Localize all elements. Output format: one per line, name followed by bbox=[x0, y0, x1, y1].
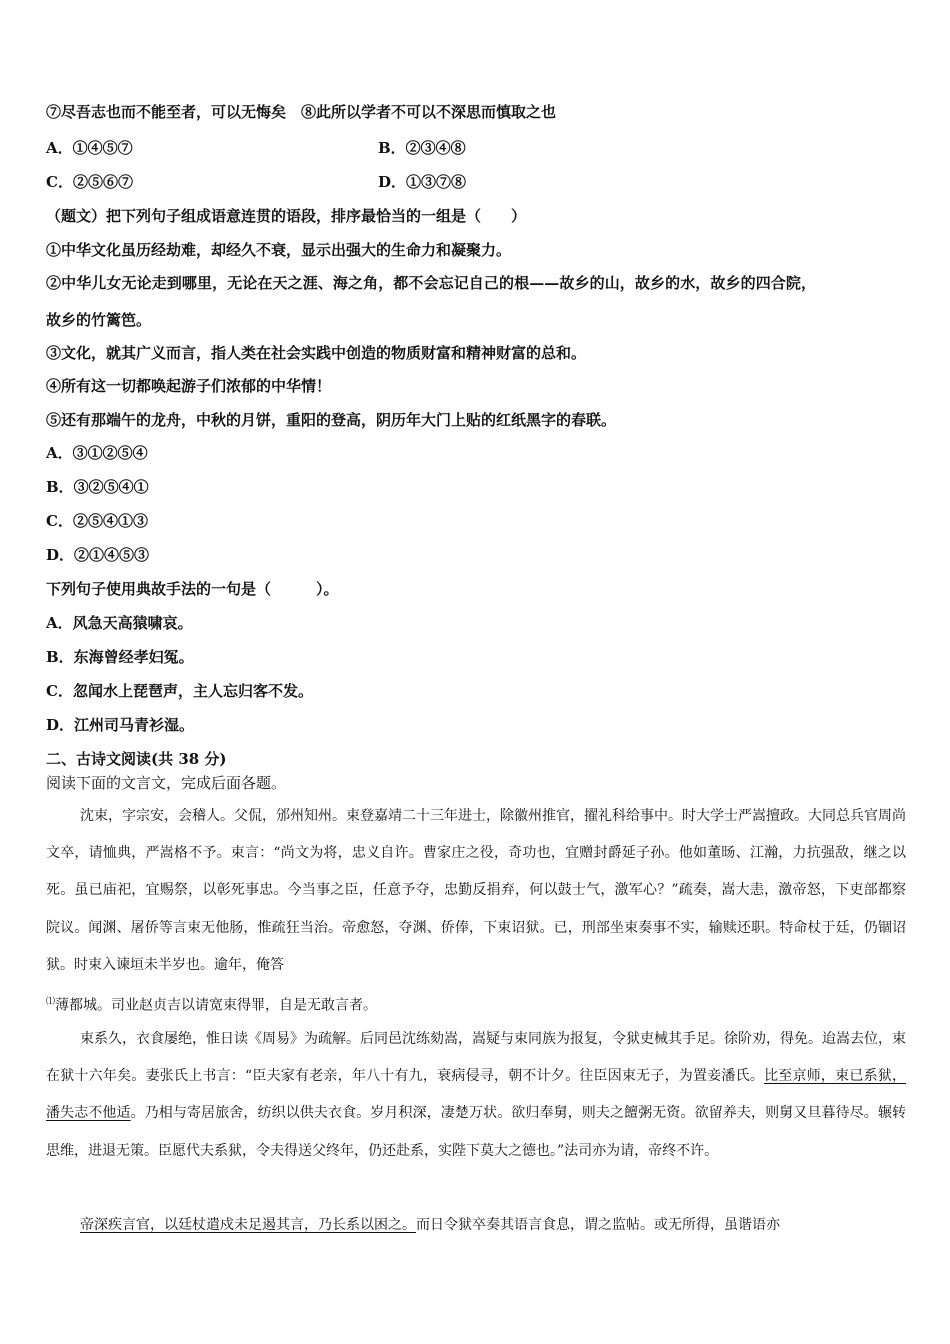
q3-option-b: B．东海曾经孝妇冤。 bbox=[46, 648, 194, 666]
q2-sentence-3: ③文化，就其广义而言，指人类在社会实践中创造的物质财富和精神财富的总和。 bbox=[46, 344, 587, 362]
passage-p1-end: 薄都城。司业赵贞吉以请宽束得罪，自是无敢言者。 bbox=[55, 997, 378, 1014]
passage-p2-text: 束系久，衣食屡绝，惟日读《周易》为疏解。后同邑沈练劾嵩，嵩疑与束同族为报复，令狱吏械其手足。徐阶劝，得免。迨嵩去位，束在狱十六年矣。妻张氏上书言：“臣夫家有老亲，年八十有九，衰病侵寻，朝不计夕。往臣因束无子，为置妾潘氏。 bbox=[46, 1031, 906, 1085]
q1-option-a: A．①④⑤⑦ bbox=[46, 139, 133, 157]
q2-sentence-4: ④所有这一切都唤起游子们浓郁的中华情！ bbox=[46, 377, 332, 395]
q1-option-c: C．②⑤⑥⑦ bbox=[46, 173, 133, 191]
q2-stem: （题文）把下列句子组成语意连贯的语段，排序最恰当的一组是（ ） bbox=[46, 207, 527, 225]
q3-option-a: A．风急天高猿啸哀。 bbox=[46, 614, 193, 632]
underlined-sentence-1: 比至京师，束已系狱，潘失志不他适 bbox=[46, 1068, 907, 1122]
q3-stem: 下列句子使用典故手法的一句是（ ）。 bbox=[46, 580, 339, 598]
passage-p3-rest: 而日令狱卒奏其语言食息，谓之监帖。或无所得，虽谐语亦 bbox=[416, 1217, 780, 1233]
passage-paragraph-2 bbox=[46, 1021, 906, 1170]
q2-option-b: B．③②⑤④① bbox=[46, 478, 149, 496]
passage-p1-text: 沈束，字宗安，会稽人。父侃，邠州知州。束登嘉靖二十三年进士，除徽州推官，擢礼科给事中。时大学士严嵩擅政。大同总兵官周尚文卒，请恤典，严嵩格不予。束言：“尚文为将，忠义自许。曹家庄之役，奇功也，宜赠封爵延子孙。他如董旸、江瀚，力抗强敌，继之以死。虽已庙祀，宜赐祭，以彰死事忠。今当事之臣，任意予夺，忠勤反捐弃，何以鼓士气，激军心？”疏奏，嵩大恚，激帝怒，下吏部都察院议。闻渊、屠侨等言束无他肠，惟疏狂当治。帝愈怒，夺渊、侨俸，下束诏狱。已，刑部坐束奏事不实，输赎还职。特命杖于廷，仍锢诏狱。时束入谏垣未半岁也。逾年，俺答 bbox=[46, 808, 906, 973]
q2-sentence-2-cont: 故乡的竹篱笆。 bbox=[46, 311, 152, 329]
underlined-sentence-2: 帝深疾言官，以廷杖遣戍未足遏其言，乃长系以困之。 bbox=[80, 1217, 416, 1233]
q3-option-d: D．江州司马青衫湿。 bbox=[46, 716, 195, 734]
passage-p2-rest: 。乃相与寄居旅舍，纺织以供夫衣食。岁月积深，凄楚万状。欲归奉舅，则夫之饘粥无资。欲留养夫，则舅又旦暮待尽。辗转思维，进退无策。臣愿代夫系狱，令夫得送父终年，仍还赴系，实陛下莫大之德也。”法司亦为请，帝终不许。 bbox=[46, 1105, 907, 1159]
q1-option-b: B．②③④⑧ bbox=[378, 139, 466, 157]
q1-option-d: D．①③⑦⑧ bbox=[378, 173, 467, 191]
q2-sentence-5: ⑤还有那端午的龙舟，中秋的月饼，重阳的登高，阴历年大门上贴的红纸黑字的春联。 bbox=[46, 411, 617, 429]
option-line-7-8: ⑦尽吾志也而不能至者，可以无悔矣 ⑧此所以学者不可以不深思而慎取之也 bbox=[46, 103, 557, 121]
q2-sentence-2: ②中华儿女无论走到哪里，无论在天之涯、海之角，都不会忘记自己的根——故乡的山，故乡的水，故乡的四合院， bbox=[46, 274, 817, 292]
q2-option-c: C．②⑤④①③ bbox=[46, 512, 148, 530]
q2-option-d: D．②①④⑤③ bbox=[46, 546, 150, 564]
section-title: 二、古诗文阅读(共 38 分) bbox=[46, 750, 227, 768]
footnote-marker: ⑴ bbox=[46, 997, 56, 1008]
q2-sentence-1: ①中华文化虽历经劫难，却经久不衰，显示出强大的生命力和凝聚力。 bbox=[46, 241, 512, 259]
passage-paragraph-3 bbox=[46, 1207, 906, 1244]
q2-option-a: A．③①②⑤④ bbox=[46, 444, 148, 462]
q3-option-c: C．忽闻水上琵琶声，主人忘归客不发。 bbox=[46, 682, 313, 700]
passage-paragraph-1 bbox=[46, 798, 906, 1025]
section-instruction: 阅读下面的文言文，完成后面各题。 bbox=[46, 774, 287, 792]
